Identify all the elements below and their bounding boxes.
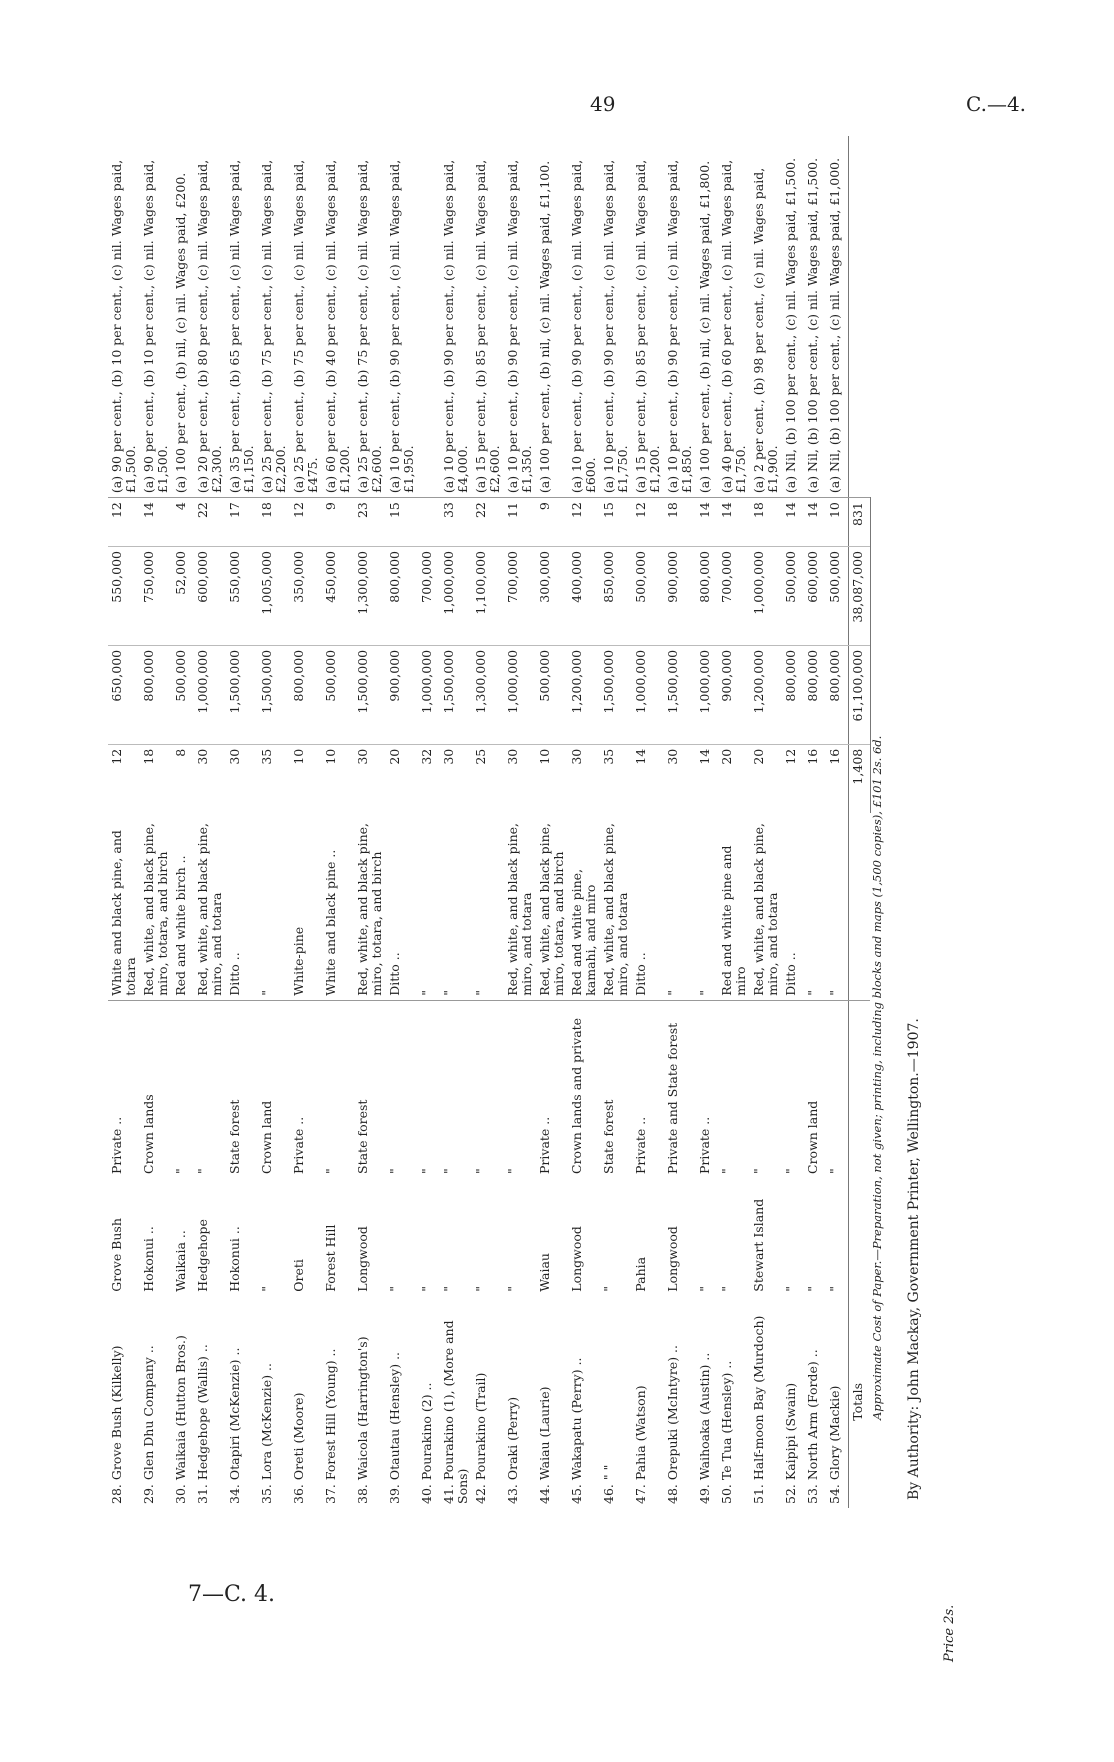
notes-cell: (a) 25 per cent., (b) 75 per cent., (c) nil. Wages paid, £2,600. xyxy=(355,159,384,494)
annual-cut-cell: 1,300,000 xyxy=(354,547,386,646)
mill-name-cell: 47. Pahia (Watson) xyxy=(633,1385,648,1504)
workers-cell: 9 xyxy=(536,498,568,547)
workers-cell: 12 xyxy=(568,498,600,547)
locality-cell: Grove Bush xyxy=(109,1218,124,1292)
workers-cell: 22 xyxy=(472,498,504,547)
annual-cut-cell: 52,000 xyxy=(172,547,194,646)
annual-cut-cell: 700,000 xyxy=(504,547,536,646)
workers-cell: 22 xyxy=(194,498,226,547)
mill-name-cell: 53. North Arm (Forde) .. xyxy=(805,1349,820,1504)
tenure-cell: " xyxy=(419,1168,434,1174)
table-row xyxy=(258,136,290,1508)
table-row xyxy=(782,136,804,1508)
table-row xyxy=(664,136,696,1508)
tenure-cell: State forest xyxy=(601,1099,616,1174)
totals-workers: 831 xyxy=(848,498,870,547)
notes-cell: (a) 90 per cent., (b) 10 per cent., (c) nil. Wages paid, £1,500. xyxy=(141,159,170,494)
workers-cell: 14 xyxy=(696,498,718,547)
table-row xyxy=(718,136,750,1508)
tenure-cell: " xyxy=(827,1168,842,1174)
tenure-cell: " xyxy=(505,1168,520,1174)
total-timber-cell: 1,200,000 xyxy=(568,645,600,744)
locality-cell: Longwood xyxy=(665,1226,680,1292)
mill-name-cell: 46. " " xyxy=(601,1464,616,1504)
mill-name-cell: 31. Hedgehope (Wallis) .. xyxy=(195,1344,210,1504)
locality-cell: Pahia xyxy=(633,1256,648,1292)
annual-cut-cell: 700,000 xyxy=(718,547,750,646)
locality-cell: " xyxy=(387,1285,402,1292)
cost-note: Approximate Cost of Paper.—Preparation, not given; printing, including blocks and maps (1,500 copies), £101 2s. 6d. xyxy=(870,735,884,1420)
timber-kind-cell: Red, white, and black pine, miro, and totara xyxy=(504,813,536,1001)
locality-cell: Longwood xyxy=(355,1226,370,1292)
locality-cell: " xyxy=(601,1285,616,1292)
workers-cell: 14 xyxy=(804,498,826,547)
locality-cell: Oreti xyxy=(291,1259,306,1292)
totals-area: 1,408 xyxy=(848,744,870,812)
mill-name-cell: 51. Half-moon Bay (Murdoch) xyxy=(751,1315,766,1504)
timber-kind-cell: Red and white pine and miro xyxy=(718,813,750,1001)
area-cell: 14 xyxy=(697,748,712,765)
workers-cell: 4 xyxy=(172,498,194,547)
notes-cell: (a) 10 per cent., (b) 90 per cent., (c) nil. Wages paid, £1,750. xyxy=(601,159,630,494)
sawmill-statistics-table xyxy=(108,136,871,1508)
tenure-cell: Private .. xyxy=(697,1116,712,1174)
area-cell: 20 xyxy=(387,748,402,765)
total-timber-cell: 1,500,000 xyxy=(226,645,258,744)
workers-cell: 9 xyxy=(322,498,354,547)
timber-kind-cell: White and black pine .. xyxy=(322,813,354,1001)
area-cell: 12 xyxy=(783,748,798,765)
area-cell: 32 xyxy=(419,748,434,765)
workers-cell: 17 xyxy=(226,498,258,547)
area-cell: 30 xyxy=(569,748,584,765)
mill-name-cell: 29. Glen Dhu Company .. xyxy=(141,1345,156,1504)
notes-cell: (a) 25 per cent., (b) 75 per cent., (c) nil. Wages paid, £2,200. xyxy=(259,159,288,494)
notes-cell: (a) 10 per cent., (b) 90 per cent., (c) nil. Wages paid, £600. xyxy=(569,159,598,494)
area-cell: 12 xyxy=(109,748,124,765)
annual-cut-cell: 550,000 xyxy=(226,547,258,646)
totals-cut: 38,087,000 xyxy=(848,547,870,646)
mill-name-cell: 54. Glory (Mackie) xyxy=(827,1385,842,1504)
locality-cell: " xyxy=(827,1285,842,1292)
mill-name-cell: 48. Orepuki (McIntyre) .. xyxy=(665,1345,680,1504)
total-timber-cell: 800,000 xyxy=(826,645,848,744)
notes-cell: (a) 10 per cent., (b) 90 per cent., (c) nil. Wages paid, £1,850. xyxy=(665,159,694,494)
area-cell: 30 xyxy=(195,748,210,765)
notes-cell: (a) 20 per cent., (b) 80 per cent., (c) nil. Wages paid, £2,300. xyxy=(195,159,224,494)
table-row xyxy=(568,136,600,1508)
annual-cut-cell: 800,000 xyxy=(696,547,718,646)
area-cell: 10 xyxy=(291,748,306,765)
locality-cell: Hokonui .. xyxy=(227,1226,242,1292)
area-cell: 30 xyxy=(441,748,456,765)
tenure-cell: " xyxy=(195,1168,210,1174)
area-cell: 10 xyxy=(323,748,338,765)
totals-total: 61,100,000 xyxy=(848,645,870,744)
notes-cell: (a) 35 per cent., (b) 65 per cent., (c) nil. Wages paid, £1,150. xyxy=(227,159,256,494)
totals-row xyxy=(848,136,870,1508)
timber-kind-cell: Red and white birch .. xyxy=(172,813,194,1001)
sawmill-table xyxy=(108,136,908,1508)
timber-kind-cell: " xyxy=(696,813,718,1001)
total-timber-cell: 900,000 xyxy=(386,645,418,744)
total-timber-cell: 1,500,000 xyxy=(258,645,290,744)
total-timber-cell: 1,500,000 xyxy=(440,645,472,744)
timber-kind-cell: " xyxy=(418,813,440,1001)
total-timber-cell: 800,000 xyxy=(140,645,172,744)
notes-cell: (a) Nil, (b) 100 per cent., (c) nil. Wages paid, £1,500. xyxy=(783,157,798,494)
workers-cell: 15 xyxy=(600,498,632,547)
mill-name-cell: 28. Grove Bush (Kilkelly) xyxy=(109,1345,124,1504)
table-row xyxy=(750,136,782,1508)
area-cell: 18 xyxy=(141,748,156,765)
mill-name-cell: 45. Wakapatu (Perry) .. xyxy=(569,1357,584,1504)
table-row xyxy=(418,136,440,1508)
area-cell: 16 xyxy=(827,748,842,765)
tenure-cell: Private .. xyxy=(291,1116,306,1174)
workers-cell: 33 xyxy=(440,498,472,547)
printer-imprint: By Authority: John Mackay, Government Printer, Wellington.—1907. xyxy=(906,1018,922,1500)
total-timber-cell: 800,000 xyxy=(804,645,826,744)
workers-cell: 10 xyxy=(826,498,848,547)
tenure-cell: " xyxy=(387,1168,402,1174)
notes-cell: (a) 100 per cent., (b) nil, (c) nil. Wages paid, £200. xyxy=(173,172,188,494)
workers-cell: 14 xyxy=(140,498,172,547)
tenure-cell: " xyxy=(173,1168,188,1174)
table-row xyxy=(696,136,718,1508)
annual-cut-cell: 850,000 xyxy=(600,547,632,646)
area-cell: 20 xyxy=(719,748,734,765)
mill-name-cell: 44. Waiau (Laurie) xyxy=(537,1386,552,1504)
mill-name-cell: 39. Otautau (Hensley) .. xyxy=(387,1351,402,1504)
total-timber-cell: 800,000 xyxy=(782,645,804,744)
locality-cell: Hedgehope xyxy=(195,1219,210,1292)
annual-cut-cell: 1,000,000 xyxy=(750,547,782,646)
total-timber-cell: 1,500,000 xyxy=(354,645,386,744)
area-cell: 8 xyxy=(173,748,188,757)
notes-cell: (a) 2 per cent., (b) 98 per cent., (c) nil. Wages paid, £1,900. xyxy=(751,167,780,494)
tenure-cell: State forest xyxy=(227,1099,242,1174)
area-cell: 35 xyxy=(259,748,274,765)
workers-cell: 18 xyxy=(750,498,782,547)
total-timber-cell: 1,000,000 xyxy=(696,645,718,744)
table-row xyxy=(172,136,194,1508)
timber-kind-cell: " xyxy=(664,813,696,1001)
locality-cell: Longwood xyxy=(569,1226,584,1292)
empty-cell xyxy=(848,136,870,498)
mill-name-cell: 50. Te Tua (Hensley) .. xyxy=(719,1360,734,1504)
timber-kind-cell: " xyxy=(258,813,290,1001)
workers-cell: 14 xyxy=(782,498,804,547)
table-row xyxy=(354,136,386,1508)
table-body xyxy=(108,136,870,1508)
total-timber-cell: 1,000,000 xyxy=(194,645,226,744)
tenure-cell: Private .. xyxy=(109,1116,124,1174)
timber-kind-cell: White-pine xyxy=(290,813,322,1001)
annual-cut-cell: 700,000 xyxy=(418,547,440,646)
notes-cell: (a) 100 per cent., (b) nil, (c) nil. Wages paid, £1,100. xyxy=(537,160,552,494)
tenure-cell: " xyxy=(751,1168,766,1174)
mill-name-cell: 30. Waikaia (Hutton Bros.) xyxy=(173,1335,188,1504)
tenure-cell: Crown land xyxy=(805,1100,820,1174)
annual-cut-cell: 800,000 xyxy=(386,547,418,646)
timber-kind-cell: Red, white, and black pine, miro, and totara xyxy=(600,813,632,1001)
area-cell: 25 xyxy=(473,748,488,765)
area-cell: 30 xyxy=(505,748,520,765)
mill-name-cell: 38. Waicola (Harrington's) xyxy=(355,1336,370,1504)
annual-cut-cell: 350,000 xyxy=(290,547,322,646)
locality-cell: " xyxy=(805,1285,820,1292)
document-code: C.—4. xyxy=(966,92,1027,116)
mill-name-cell: 36. Oreti (Moore) xyxy=(291,1392,306,1504)
total-timber-cell: 500,000 xyxy=(322,645,354,744)
annual-cut-cell: 1,000,000 xyxy=(440,547,472,646)
locality-cell: " xyxy=(441,1285,456,1292)
tenure-cell: " xyxy=(323,1168,338,1174)
notes-cell: (a) 15 per cent., (b) 85 per cent., (c) nil. Wages paid, £2,600. xyxy=(473,159,502,494)
area-cell: 16 xyxy=(805,748,820,765)
notes-cell: (a) 15 per cent., (b) 85 per cent., (c) nil. Wages paid, £1,200. xyxy=(633,159,662,494)
workers-cell: 18 xyxy=(664,498,696,547)
annual-cut-cell: 900,000 xyxy=(664,547,696,646)
table-row xyxy=(194,136,226,1508)
empty-cell xyxy=(848,1178,870,1296)
tenure-cell: " xyxy=(473,1168,488,1174)
locality-cell: Forest Hill xyxy=(323,1224,338,1292)
annual-cut-cell: 750,000 xyxy=(140,547,172,646)
table-row xyxy=(290,136,322,1508)
table-row xyxy=(472,136,504,1508)
table-row xyxy=(600,136,632,1508)
annual-cut-cell: 400,000 xyxy=(568,547,600,646)
annual-cut-cell: 300,000 xyxy=(536,547,568,646)
total-timber-cell: 900,000 xyxy=(718,645,750,744)
workers-cell: 18 xyxy=(258,498,290,547)
locality-cell: " xyxy=(783,1285,798,1292)
notes-cell: (a) 90 per cent., (b) 10 per cent., (c) nil. Wages paid, £1,500. xyxy=(109,159,138,494)
area-cell: 35 xyxy=(601,748,616,765)
timber-kind-cell: Ditto .. xyxy=(386,813,418,1001)
total-timber-cell: 500,000 xyxy=(536,645,568,744)
timber-kind-cell: " xyxy=(826,813,848,1001)
tenure-cell: Private .. xyxy=(633,1116,648,1174)
locality-cell: " xyxy=(505,1285,520,1292)
tenure-cell: " xyxy=(783,1168,798,1174)
table-row xyxy=(386,136,418,1508)
table-row xyxy=(226,136,258,1508)
mill-name-cell: 41. Pourakino (1), (More and Sons) xyxy=(441,1320,470,1504)
annual-cut-cell: 600,000 xyxy=(194,547,226,646)
workers-cell: 12 xyxy=(632,498,664,547)
tenure-cell: State forest xyxy=(355,1099,370,1174)
total-timber-cell: 1,500,000 xyxy=(664,645,696,744)
total-timber-cell: 1,000,000 xyxy=(504,645,536,744)
workers-cell: 14 xyxy=(718,498,750,547)
total-timber-cell: 1,500,000 xyxy=(600,645,632,744)
mill-name-cell: 52. Kaipipi (Swain) xyxy=(783,1382,798,1504)
area-cell: 10 xyxy=(537,748,552,765)
notes-cell: (a) Nil, (b) 100 per cent., (c) nil. Wages paid, £1,500. xyxy=(805,157,820,494)
mill-name-cell: 49. Waihoaka (Austin) .. xyxy=(697,1352,712,1504)
locality-cell: Hokonui .. xyxy=(141,1226,156,1292)
mill-name-cell: 43. Oraki (Perry) xyxy=(505,1396,520,1504)
table-row xyxy=(536,136,568,1508)
area-cell: 30 xyxy=(665,748,680,765)
empty-cell xyxy=(848,813,870,1001)
price: Price 2s. xyxy=(942,1604,957,1662)
notes-cell: (a) 100 per cent., (b) nil, (c) nil. Wages paid, £1,800. xyxy=(697,160,712,494)
tenure-cell: Private and State forest xyxy=(665,1022,680,1174)
workers-cell: 15 xyxy=(386,498,418,547)
timber-kind-cell: White and black pine, and totara xyxy=(108,813,140,1001)
empty-cell xyxy=(848,1000,870,1178)
notes-cell xyxy=(418,136,440,498)
total-timber-cell: 1,000,000 xyxy=(632,645,664,744)
workers-cell: 23 xyxy=(354,498,386,547)
area-cell: 30 xyxy=(227,748,242,765)
total-timber-cell: 1,200,000 xyxy=(750,645,782,744)
total-timber-cell: 1,300,000 xyxy=(472,645,504,744)
notes-cell: (a) 25 per cent., (b) 75 per cent., (c) nil. Wages paid, £475. xyxy=(291,159,320,494)
locality-cell: " xyxy=(473,1285,488,1292)
locality-cell: Waiau xyxy=(537,1253,552,1292)
locality-cell: Waikaia .. xyxy=(173,1230,188,1292)
locality-cell: " xyxy=(719,1285,734,1292)
area-cell: 14 xyxy=(633,748,648,765)
totals-label: Totals xyxy=(848,1296,870,1508)
workers-cell: 11 xyxy=(504,498,536,547)
timber-kind-cell: Red, white, and black pine, miro, totara, and birch xyxy=(354,813,386,1001)
area-cell: 30 xyxy=(355,748,370,765)
mill-name-cell: 40. Pourakino (2) .. xyxy=(419,1382,434,1504)
tenure-cell: Private .. xyxy=(537,1116,552,1174)
workers-cell: 12 xyxy=(108,498,140,547)
mill-name-cell: 35. Lora (McKenzie) .. xyxy=(259,1363,274,1504)
timber-kind-cell: Ditto .. xyxy=(632,813,664,1001)
timber-kind-cell: Red and white pine, kamahi, and miro xyxy=(568,813,600,1001)
workers-cell xyxy=(418,498,440,547)
notes-cell: (a) 10 per cent., (b) 90 per cent., (c) nil. Wages paid, £4,000. xyxy=(441,159,470,494)
timber-kind-cell: Ditto .. xyxy=(226,813,258,1001)
locality-cell: Stewart Island xyxy=(751,1198,766,1292)
side-label: 7—C. 4. xyxy=(188,1582,276,1607)
table-row xyxy=(804,136,826,1508)
mill-name-cell: 37. Forest Hill (Young) .. xyxy=(323,1348,338,1504)
annual-cut-cell: 1,005,000 xyxy=(258,547,290,646)
table-row xyxy=(322,136,354,1508)
timber-kind-cell: Red, white, and black pine, miro, totara, and birch xyxy=(536,813,568,1001)
table-row xyxy=(632,136,664,1508)
area-cell: 20 xyxy=(751,748,766,765)
page-number: 49 xyxy=(590,92,616,116)
total-timber-cell: 650,000 xyxy=(108,645,140,744)
annual-cut-cell: 550,000 xyxy=(108,547,140,646)
timber-kind-cell: " xyxy=(440,813,472,1001)
annual-cut-cell: 1,100,000 xyxy=(472,547,504,646)
tenure-cell: Crown land xyxy=(259,1100,274,1174)
workers-cell: 12 xyxy=(290,498,322,547)
table-row xyxy=(140,136,172,1508)
notes-cell: (a) 10 per cent., (b) 90 per cent., (c) nil. Wages paid, £1,950. xyxy=(387,159,416,494)
annual-cut-cell: 500,000 xyxy=(782,547,804,646)
tenure-cell: " xyxy=(441,1168,456,1174)
timber-kind-cell: Red, white, and black pine, miro, totara, and birch xyxy=(140,813,172,1001)
timber-kind-cell: Ditto .. xyxy=(782,813,804,1001)
tenure-cell: Crown lands xyxy=(141,1094,156,1174)
annual-cut-cell: 500,000 xyxy=(632,547,664,646)
tenure-cell: " xyxy=(719,1168,734,1174)
locality-cell: " xyxy=(697,1285,712,1292)
timber-kind-cell: " xyxy=(804,813,826,1001)
total-timber-cell: 1,000,000 xyxy=(418,645,440,744)
locality-cell: " xyxy=(419,1285,434,1292)
notes-cell: (a) 10 per cent., (b) 90 per cent., (c) nil. Wages paid, £1,350. xyxy=(505,159,534,494)
tenure-cell: Crown lands and private xyxy=(569,1017,584,1174)
total-timber-cell: 500,000 xyxy=(172,645,194,744)
notes-cell: (a) Nil, (b) 100 per cent., (c) nil. Wages paid, £1,000. xyxy=(827,157,842,494)
locality-cell: " xyxy=(259,1285,274,1292)
mill-name-cell: 34. Otapiri (McKenzie) .. xyxy=(227,1347,242,1504)
notes-cell: (a) 40 per cent., (b) 60 per cent., (c) nil. Wages paid, £1,750. xyxy=(719,159,748,494)
total-timber-cell: 800,000 xyxy=(290,645,322,744)
annual-cut-cell: 500,000 xyxy=(826,547,848,646)
annual-cut-cell: 450,000 xyxy=(322,547,354,646)
notes-cell: (a) 60 per cent., (b) 40 per cent., (c) nil. Wages paid, £1,200. xyxy=(323,159,352,494)
table-row xyxy=(504,136,536,1508)
table-row xyxy=(826,136,848,1508)
table-row xyxy=(108,136,140,1508)
timber-kind-cell: " xyxy=(472,813,504,1001)
mill-name-cell: 42. Pourakino (Trail) xyxy=(473,1372,488,1504)
annual-cut-cell: 600,000 xyxy=(804,547,826,646)
timber-kind-cell: Red, white, and black pine, miro, and totara xyxy=(194,813,226,1001)
table-row xyxy=(440,136,472,1508)
timber-kind-cell: Red, white, and black pine, miro, and totara xyxy=(750,813,782,1001)
